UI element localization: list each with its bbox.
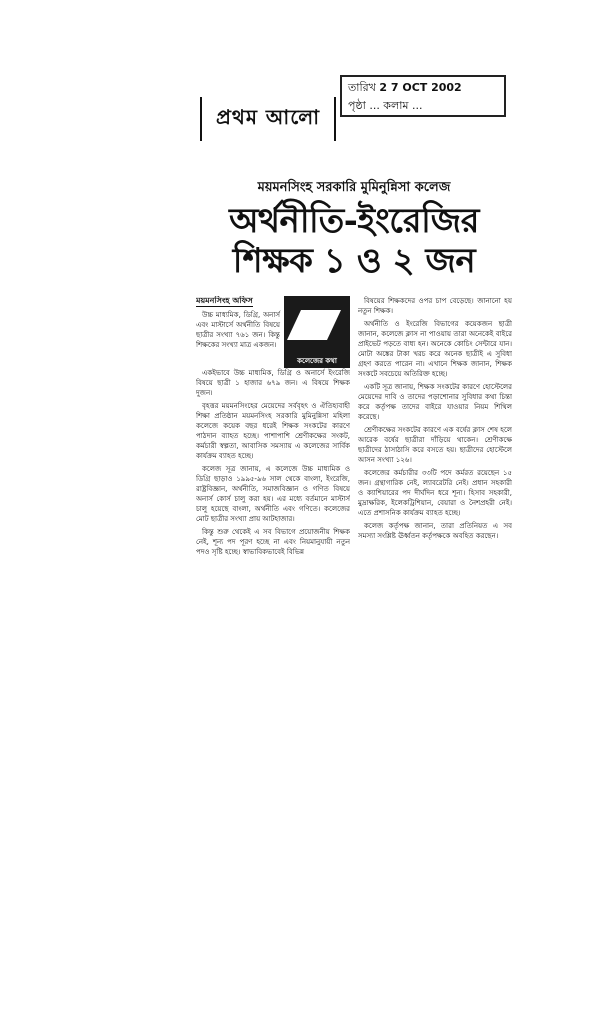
paragraph: বৃহত্তর ময়মনসিংহের মেয়েদের সর্ববৃহৎ ও ঐতিহ্যবাহী শিক্ষা প্রতিষ্ঠান ময়মনসিংহ সরকারি মুমিনুন্নিসা মহিলা কলেজে কয়েক বছর ধরেই শিক্ষক সংকটের কারণে পাঠদান ব্যাহত হচ্ছে। পাশাপাশি শ্রেণীকক্ষের সংকট, কর্মচারী স্বল্পতা, আবাসিক সমস্যায় এ কলেজের সার্বিক কার্যক্রম ব্যাহত হচ্ছে।: [196, 402, 350, 460]
article-column-2: [358, 296, 512, 590]
paragraph: একটি সূত্র জানায়, শিক্ষক সংকটের কারণে হোস্টেলের মেয়েদের দাবি ও তাদের পড়াশোনার সুবিধার কথা চিন্তা করে কর্তৃপক্ষ তাদের বাইরে যাওয়ার নিয়ম শিথিল করেছে।: [358, 383, 512, 421]
headline-line-2: শিক্ষক ১ ও ২ জন: [232, 241, 476, 281]
lead-block: [196, 296, 350, 368]
headline-line-1: অর্থনীতি-ইংরেজির: [229, 201, 479, 241]
paragraph: কলেজ কর্তৃপক্ষ জানান, তারা প্রতিনিয়ত এ সব সমস্যা সংশ্লিষ্ট ঊর্ধ্বতন কর্তৃপক্ষকে অবহিত করছেন।: [358, 522, 512, 540]
paragraph: কলেজ সূত্র জানায়, এ কলেজে উচ্চ মাধ্যমিক ও ডিগ্রি ছাড়াও ১৯৯৫-৯৬ সাল থেকে বাংলা, ইংরেজি, রাষ্ট্রবিজ্ঞান, অর্থনীতি, সমাজবিজ্ঞান ও গণিত বিষয়ে অনার্স কোর্স চালু করা হয়। এর মধ্যে বর্তমানে মাস্টার্স চালু হয়েছে বাংলা, অর্থনীতি এবং গণিতে। কলেজের মোট ছাত্রীর সংখ্যা প্রায় আটহাজার।: [196, 465, 350, 523]
paragraph: বিষয়ের শিক্ষকদের ওপর চাপ বেড়েছে। জানানো হয় নতুন শিক্ষক।: [358, 297, 512, 315]
newspaper-masthead: [200, 97, 336, 141]
masthead-name: প্রথম আলো: [215, 104, 321, 129]
photo-graphic: [287, 310, 341, 340]
paragraph: কলেজের কর্মচারীর ৩৩টি পদে কর্মরত রয়েছেন ১৫ জন। গ্রন্থাগারিক নেই, ল্যাবরেটরি নেই। প্রধান সহকারী ও ক্যাশিয়ারের পদ দীর্ঘদিন ধরে শূন্য। হিসাব সহকারী, মুদ্রাক্ষরিক, ইলেকট্রিশিয়ান, বেয়ারা ও নৈশপ্রহরী নেই। এতে প্রশাসনিক কার্যক্রম ব্যাহত হচ্ছে।: [358, 469, 512, 517]
photo-caption: কলেজের কথা: [297, 357, 337, 365]
news-clipping: [196, 178, 512, 590]
article-column-1: [196, 296, 350, 590]
stamp-line-1: [348, 79, 498, 97]
stamp-date: 2 7 OCT 2002: [379, 81, 462, 94]
article-body: [196, 296, 512, 590]
date-stamp: [340, 75, 506, 117]
stamp-line-2: পৃষ্ঠা ... কলাম ...: [348, 99, 423, 112]
lead-paragraph: উচ্চ মাধ্যমিক, ডিগ্রি, অনার্স এবং মাস্টার্সে অর্থনীতি বিষয়ে ছাত্রীর সংখ্যা ৭৬১ জন। কিন্তু শিক্ষকের সংখ্যা মাত্র একজন।: [196, 311, 280, 349]
lead-text-block: [196, 296, 280, 368]
article-headline: [196, 201, 512, 281]
paragraph: কিন্তু শুরু থেকেই এ সব বিভাগে প্রয়োজনীয় শিক্ষক নেই, শূন্য পদ পূরণ হচ্ছে না এবং নিয়মানুযায়ী নতুন পদও সৃষ্টি হচ্ছে। স্বাভাবিকভাবেই বিভিন্ন: [196, 528, 350, 556]
article-photo: [284, 296, 350, 368]
paragraph: শ্রেণীকক্ষের সংকটের কারণে এক বর্ষের ক্লাস শেষ হলে আরেক বর্ষের ছাত্রীরা দাঁড়িয়ে থাকেন। শ্রেণীকক্ষে ছাত্রীদের ঠাসাঠাসি করে বসতে হয়। ছাত্রীদের হোস্টেলে আসন সংখ্যা ১২৬।: [358, 426, 512, 464]
article-kicker: ময়মনসিংহ সরকারি মুমিনুন্নিসা কলেজ: [257, 180, 451, 195]
article-byline: ময়মনসিংহ অফিস: [196, 296, 253, 305]
stamp-prefix: তারিখ: [348, 81, 376, 94]
paragraph: অর্থনীতি ও ইংরেজি বিভাগের কয়েকজন ছাত্রী জানান, কলেজে ক্লাস না পাওয়ায় তারা অনেকেই বাইরে প্রাইভেট পড়তে বাধ্য হন। অনেকে কোচিং সেন্টারে যান। মোটা অঙ্কের টাকা খরচ করে অনেক ছাত্রীই এ সুবিধা গ্রহণ করতে পারেন না। এখানে শিক্ষক জানান, শিক্ষক সংকটে সবচেয়ে অতিরিক্ত হচ্ছে।: [358, 320, 512, 378]
paragraph: একইভাবে উচ্চ মাধ্যমিক, ডিগ্রি ও অনার্সে ইংরেজি বিষয়ে ছাত্রী ১ হাজার ৬৭৯ জন। এ বিষয়ে শিক্ষক দুজন।: [196, 369, 350, 397]
